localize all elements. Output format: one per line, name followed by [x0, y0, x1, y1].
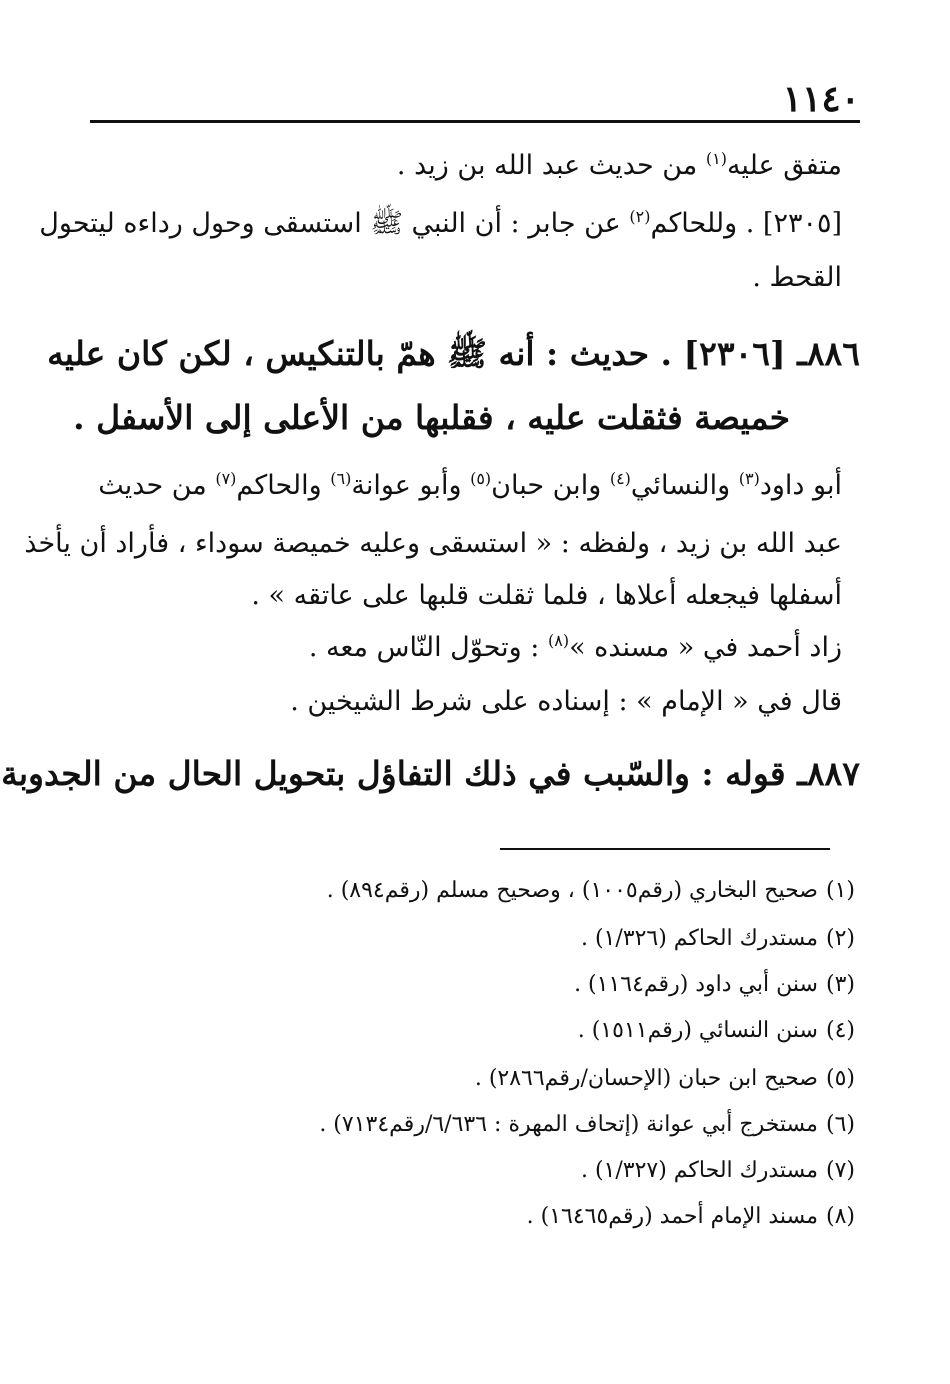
footnote-number: (٢): [825, 926, 855, 951]
footnote-text: مسند الإمام أحمد (رقم١٦٤٦٥) .: [526, 1204, 818, 1229]
page-number: ١١٤٠: [782, 78, 860, 120]
footnote-ref-3[interactable]: (٣): [738, 469, 760, 488]
footnote-text: مستخرج أبي عوانة (إتحاف المهرة : ٦/٦٣٦/رقم٧١٣٤) .: [319, 1112, 818, 1137]
footnote-ref-1[interactable]: (١): [705, 149, 727, 168]
text: متفق عليه: [726, 150, 842, 181]
footnote-ref-2[interactable]: (٢): [629, 207, 651, 226]
hadith-heading-887: ٨٨٧ـ قوله : والسّبب في ذلك التفاؤل بتحويل الحال من الجدوبة: [1, 754, 860, 793]
footnote-1: [300, 878, 855, 904]
footnote-ref-7[interactable]: (٧): [215, 469, 237, 488]
footnote-text: صحيح البخاري (رقم١٠٠٥) ، وصحيح مسلم (رقم٨٩٤) .: [326, 878, 818, 903]
footnote-ref-6[interactable]: (٦): [330, 469, 352, 488]
footnote-8: [300, 1204, 855, 1230]
text: وابن حبان: [491, 470, 610, 501]
footnote-4: [300, 1018, 855, 1044]
footnote-number: (٤): [825, 1018, 855, 1043]
text-line-6: أسفلها فيجعله أعلاها ، فلما ثقلت قلبها على عاتقه » .: [251, 580, 842, 611]
footnote-ref-8[interactable]: (٨): [547, 631, 570, 650]
text: عن جابر : أن النبي ﷺ استسقى وحول رداءه ليتحول: [39, 208, 630, 239]
text: : وتحوّل النّاس معه .: [308, 632, 548, 663]
footnote-number: (٣): [825, 972, 855, 997]
text: زاد أحمد في « مسنده »: [569, 632, 842, 663]
text: من حديث عبد الله بن زيد .: [396, 150, 706, 181]
text-line-5: عبد الله بن زيد ، ولفظه : « استسقى وعليه خميصة سوداء ، فأراد أن يأخذ: [24, 528, 842, 559]
footnote-5: [300, 1066, 855, 1092]
footnote-ref-5[interactable]: (٥): [470, 469, 492, 488]
footnote-text: صحيح ابن حبان (الإحسان/رقم٢٨٦٦) .: [474, 1066, 818, 1091]
footnote-6: [300, 1112, 855, 1138]
hadith-heading-886-line-1: ٨٨٦ـ [٢٣٠٦] . حديث : أنه ﷺ همّ بالتنكيس ، لكن كان عليه: [47, 334, 860, 373]
footnote-ref-4[interactable]: (٤): [609, 469, 631, 488]
footnote-number: (٧): [825, 1158, 855, 1183]
header-rule: [90, 120, 860, 123]
text: وأبو عوانة: [351, 470, 471, 501]
footnote-number: (٦): [825, 1112, 855, 1137]
text-line-8: قال في « الإمام » : إسناده على شرط الشيخين .: [290, 686, 842, 717]
footnote-number: (٨): [825, 1204, 855, 1229]
footnote-2: [300, 926, 855, 952]
footnote-7: [300, 1158, 855, 1184]
text: والحاكم: [236, 470, 331, 501]
text-line-3: القحط .: [752, 262, 842, 293]
text: والنسائي: [630, 470, 739, 501]
footnote-number: (١): [825, 878, 855, 903]
text-line-4: [90, 470, 842, 502]
text-line-2: [39, 207, 842, 240]
text: [٢٣٠٥] . وللحاكم: [650, 208, 842, 239]
footnote-number: (٥): [825, 1066, 855, 1091]
hadith-heading-886-line-2: خميصة فثقلت عليه ، فقلبها من الأعلى إلى الأسفل .: [73, 398, 790, 437]
text-line-1: [90, 150, 842, 182]
footnote-text: مستدرك الحاكم (١/٣٢٦) .: [580, 926, 818, 951]
footnote-separator: [500, 848, 830, 850]
footnote-text: سنن النسائي (رقم١٥١١) .: [577, 1018, 818, 1043]
footnote-3: [300, 972, 855, 998]
text-line-7: [90, 632, 842, 664]
text: من حديث: [98, 470, 216, 501]
footnote-text: سنن أبي داود (رقم١١٦٤) .: [574, 972, 818, 997]
text: أبو داود: [759, 470, 842, 501]
footnote-text: مستدرك الحاكم (١/٣٢٧) .: [580, 1158, 818, 1183]
